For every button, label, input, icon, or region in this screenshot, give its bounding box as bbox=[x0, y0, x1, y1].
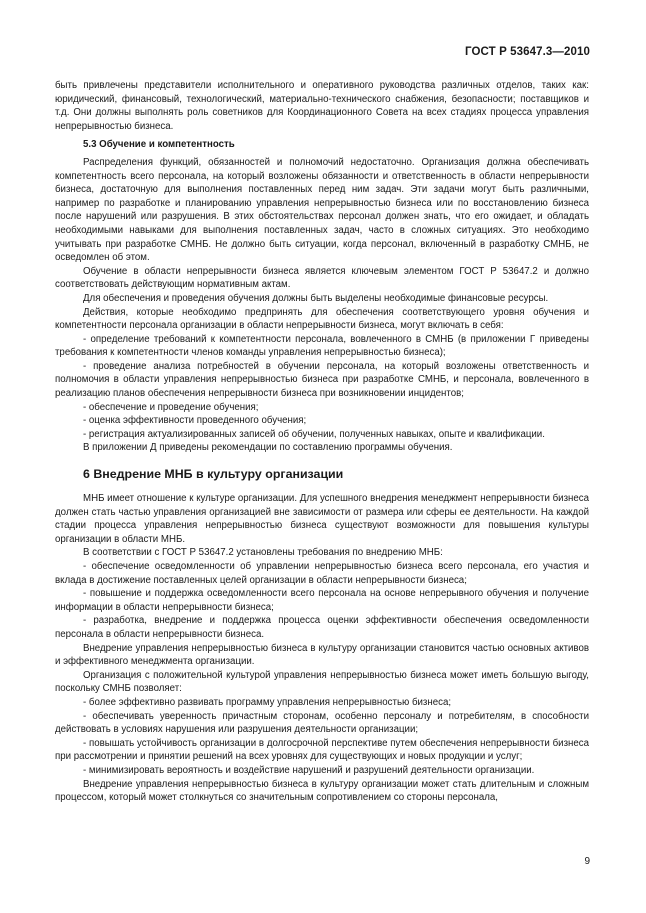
paragraph: Внедрение управления непрерывностью бизнеса в культуру организации может стать длительным и сложным процессом, который может столкнуться со значительным сопротивлением со стороны персонала, bbox=[55, 778, 589, 804]
paragraph: В соответствии с ГОСТ Р 53647.2 установлены требования по внедрению МНБ: bbox=[83, 547, 443, 559]
list-item: - разработка, внедрение и поддержка процесса оценки эффективности обеспечения осведомленности персонала в области непрерывности бизнеса. bbox=[55, 615, 589, 640]
paragraph: Действия, которые необходимо предпринять для обеспечения соответствующего уровня обучения и компетентности персонала организации в области непрерывности бизнеса, могут включать в себя: bbox=[55, 306, 589, 332]
list-item: - обеспечение и проведение обучения; bbox=[83, 401, 259, 413]
paragraph: Распределения функций, обязанностей и полномочий недостаточно. Организация должна обеспечивать компетентность всего персонала, на который возложены обязанности и ответственность в области непрерывности бизнеса, достаточную для выполнения поставленных перед ним задач. Эти задачи могут быть различными, например по разработке и планированию управления непрерывностью бизнеса или по восстановлению бизнеса после нарушений или разрушения. В этих обстоятельствах персонал должен знать, что его ожидает, и обладать необходимыми навыками для выполнения поставленных задач, часто в сложных ситуациях. Это необходимо учитывать при разработке СМНБ. Не должно быть ситуации, когда персонал, включенный в разработку СМНБ, не осведомлен об этом. bbox=[55, 156, 589, 264]
paragraph: Обучение в области непрерывности бизнеса является ключевым элементом ГОСТ Р 53647.2 и должно соответствовать действующим нормативным актам. bbox=[55, 265, 589, 291]
list-item: - обеспечивать уверенность причастным сторонам, особенно персоналу и потребителям, в способности действовать в условиях нарушения или разрушения деятельности организации; bbox=[55, 710, 589, 736]
paragraph: МНБ имеет отношение к культуре организации. Для успешного внедрения менеджмент непрерывности бизнеса должен стать частью управления организацией вне зависимости от размера или сферы ее деятельности. На каждой стадии процесса управления непрерывностью бизнеса существуют возможности для повышения культуры организации в области МНБ. bbox=[55, 493, 589, 545]
section-heading: 6 Внедрение МНБ в культуру организации bbox=[83, 467, 344, 482]
list-item: - проведение анализа потребностей в обучении персонала, на который возложены ответственность и полномочия в области управления непрерывностью бизнеса при разработке СМНБ, и персонала, вовлеченного в реализацию планов обеспечения непрерывности бизнеса при возникновении инцидентов; bbox=[55, 360, 589, 400]
paragraph: Организация с положительной культурой управления непрерывностью бизнеса может иметь большую выгоду, поскольку СМНБ позволяет: bbox=[55, 669, 589, 695]
list-item: - повышение и поддержка осведомленности всего персонала на основе непрерывного обучения и получение информации в области непрерывности бизнеса; bbox=[55, 588, 589, 613]
list-item: - регистрация актуализированных записей об обучении, полученных навыках, опыте и квалификации. bbox=[83, 428, 545, 440]
list-item: - обеспечение осведомленности об управлении непрерывностью бизнеса всего персонала, его участия и вклада в достижение поставленных целей организации в области непрерывности бизнеса; bbox=[55, 561, 589, 586]
paragraph: Для обеспечения и проведения обучения должны быть выделены необходимые финансовые ресурсы. bbox=[83, 292, 549, 304]
subsection-heading: 5.3 Обучение и компетентность bbox=[83, 139, 235, 151]
list-item: - повышать устойчивость организации в долгосрочной перспективе путем обеспечения непрерывности бизнеса при рассмотрении и принятии решений на всех уровнях для существующих и новых продукции и услуг; bbox=[55, 737, 589, 763]
list-item: - оценка эффективности проведенного обучения; bbox=[83, 415, 307, 427]
paragraph: быть привлечены представители исполнительного и оперативного руководства различных отделов, таких как: юридический, финансовый, технологический, материально-технического снабжения, безопасности; поставщиков и т.д. Они должны выполнять роль советников для Координационного Совета на всех стадиях процесса управления непрерывностью бизнеса. bbox=[55, 80, 589, 132]
document-body bbox=[55, 79, 589, 805]
list-item: - более эффективно развивать программу управления непрерывностью бизнеса; bbox=[83, 696, 452, 708]
list-item: - минимизировать вероятность и воздействие нарушений и разрушений деятельности организации. bbox=[83, 764, 535, 776]
page-number: 9 bbox=[584, 856, 590, 867]
document-header-standard-id: ГОСТ Р 53647.3—2010 bbox=[465, 46, 590, 58]
paragraph: В приложении Д приведены рекомендации по составлению программы обучения. bbox=[83, 442, 453, 454]
list-item: - определение требований к компетентности персонала, вовлеченного в СМНБ (в приложении Г приведены требования к компетентности членов команды управления непрерывностью бизнеса); bbox=[55, 333, 589, 359]
paragraph: Внедрение управления непрерывностью бизнеса в культуру организации становится частью основных активов и эффективного менеджмента организации. bbox=[55, 642, 589, 668]
